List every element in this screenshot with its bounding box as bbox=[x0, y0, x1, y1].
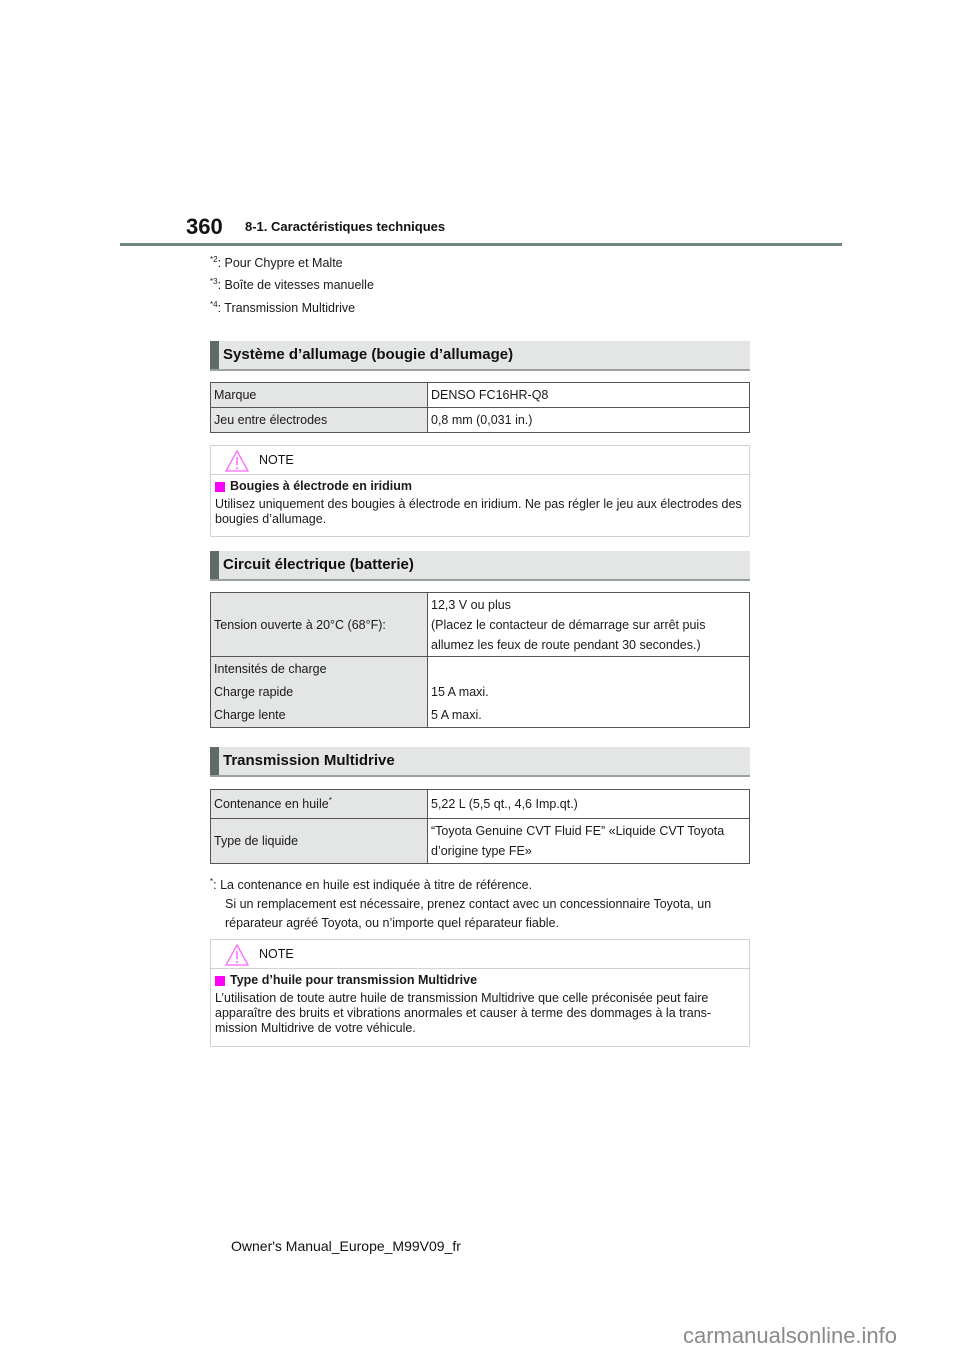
footnote-text: : Boîte de vitesses manuelle bbox=[217, 278, 374, 292]
footnote-line: : La contenance en huile est indiquée à titre de référence. bbox=[213, 878, 533, 893]
footnote-text: : Transmission Multidrive bbox=[217, 301, 356, 315]
warning-icon bbox=[225, 944, 249, 966]
table-row bbox=[211, 408, 750, 433]
table-value: DENSO FC16HR-Q8 bbox=[428, 383, 750, 408]
multidrive-note bbox=[210, 939, 750, 1047]
value-line: allumez les feux de route pendant 30 secondes.) bbox=[431, 637, 701, 652]
footnote-text: : Pour Chypre et Malte bbox=[217, 256, 343, 270]
table-row bbox=[211, 790, 750, 819]
note-header bbox=[211, 446, 749, 475]
ignition-heading bbox=[210, 341, 750, 371]
square-bullet-icon bbox=[215, 976, 225, 986]
table-key: Type de liquide bbox=[211, 819, 428, 864]
table-row bbox=[211, 657, 750, 728]
key-line: Charge rapide bbox=[214, 684, 294, 699]
note-subtitle-text: Bougies à électrode en iridium bbox=[230, 479, 412, 493]
value-line: 15 A maxi. bbox=[431, 684, 489, 699]
multidrive-heading bbox=[210, 747, 750, 777]
value-line: (Placez le contacteur de démarrage sur arrêt puis bbox=[431, 617, 706, 632]
table-value: 0,8 mm (0,031 in.) bbox=[428, 408, 750, 433]
ignition-note bbox=[210, 445, 750, 537]
footnote-mark: * bbox=[210, 877, 214, 886]
note-text: L’utilisation de toute autre huile de transmission Multidrive que celle préconisée peut faire apparaître des bruits et vibrations anormales et causer à terme des dommages à la trans-mission Multidrive de votre véhicule. bbox=[215, 991, 712, 1035]
table-value: 5,22 L (5,5 qt., 4,6 Imp.qt.) bbox=[428, 790, 750, 819]
table-key bbox=[211, 790, 428, 819]
table-row bbox=[211, 383, 750, 408]
footnote-3 bbox=[210, 277, 374, 292]
multidrive-footnote bbox=[210, 872, 711, 933]
footnote-4 bbox=[210, 300, 355, 315]
value-line: 5 A maxi. bbox=[431, 707, 482, 722]
table-key: Marque bbox=[211, 383, 428, 408]
table-value bbox=[428, 657, 750, 728]
battery-heading bbox=[210, 551, 750, 581]
table-value bbox=[428, 593, 750, 657]
note-subtitle bbox=[215, 479, 745, 494]
note-body bbox=[211, 969, 749, 1042]
battery-table bbox=[210, 592, 750, 728]
value-line bbox=[431, 658, 746, 681]
footnote-2 bbox=[210, 255, 343, 270]
footnote-line: Si un remplacement est nécessaire, prenez contact avec un concessionnaire Toyota, un bbox=[225, 897, 712, 912]
heading-text: Système d’allumage (bougie d’allumage) bbox=[223, 346, 514, 363]
table-row bbox=[211, 593, 750, 657]
note-label: NOTE bbox=[259, 947, 294, 961]
value-line: “Toyota Genuine CVT Fluid FE” «Liquide CVT Toyota bbox=[431, 824, 725, 838]
note-text: Utilisez uniquement des bougies à électrode en iridium. Ne pas régler le jeu aux électrodes des bougies d’allumage. bbox=[215, 497, 742, 526]
warning-icon bbox=[225, 450, 249, 472]
square-bullet-icon bbox=[215, 482, 225, 492]
footnote-mark: * bbox=[328, 796, 332, 806]
value-line: d’origine type FE» bbox=[431, 844, 532, 858]
table-row bbox=[211, 819, 750, 864]
heading-text: Circuit électrique (batterie) bbox=[223, 556, 414, 573]
value-line: 12,3 V ou plus bbox=[431, 597, 511, 612]
multidrive-table bbox=[210, 789, 750, 864]
table-key: Jeu entre électrodes bbox=[211, 408, 428, 433]
key-line: Intensités de charge bbox=[214, 661, 327, 676]
footnote-mark: *3 bbox=[210, 277, 218, 286]
table-key bbox=[211, 657, 428, 728]
table-key: Tension ouverte à 20°C (68°F): bbox=[211, 593, 428, 657]
footer-doc-id: Owner's Manual_Europe_M99V09_fr bbox=[231, 1238, 461, 1254]
heading-bar bbox=[210, 747, 219, 775]
heading-text: Transmission Multidrive bbox=[223, 752, 395, 769]
footnote-line: réparateur agréé Toyota, ou n’importe quel réparateur fiable. bbox=[225, 916, 560, 931]
section-title: 8-1. Caractéristiques techniques bbox=[245, 219, 446, 234]
note-body bbox=[211, 475, 749, 533]
heading-bar bbox=[210, 551, 219, 579]
ignition-table bbox=[210, 382, 750, 433]
key-line: Charge lente bbox=[214, 707, 286, 722]
footnote-mark: *4 bbox=[210, 300, 218, 309]
footnote-mark: *2 bbox=[210, 255, 218, 264]
note-label: NOTE bbox=[259, 453, 294, 467]
page-number: 360 bbox=[186, 214, 223, 239]
table-value bbox=[428, 819, 750, 864]
note-subtitle bbox=[215, 973, 745, 988]
header-rule bbox=[120, 243, 842, 246]
note-subtitle-text: Type d’huile pour transmission Multidrive bbox=[230, 973, 478, 987]
heading-bar bbox=[210, 341, 219, 369]
watermark: carmanualsonline.info bbox=[683, 1323, 898, 1348]
note-header bbox=[211, 940, 749, 969]
page-header bbox=[0, 0, 960, 250]
key-text: Contenance en huile bbox=[214, 797, 329, 812]
